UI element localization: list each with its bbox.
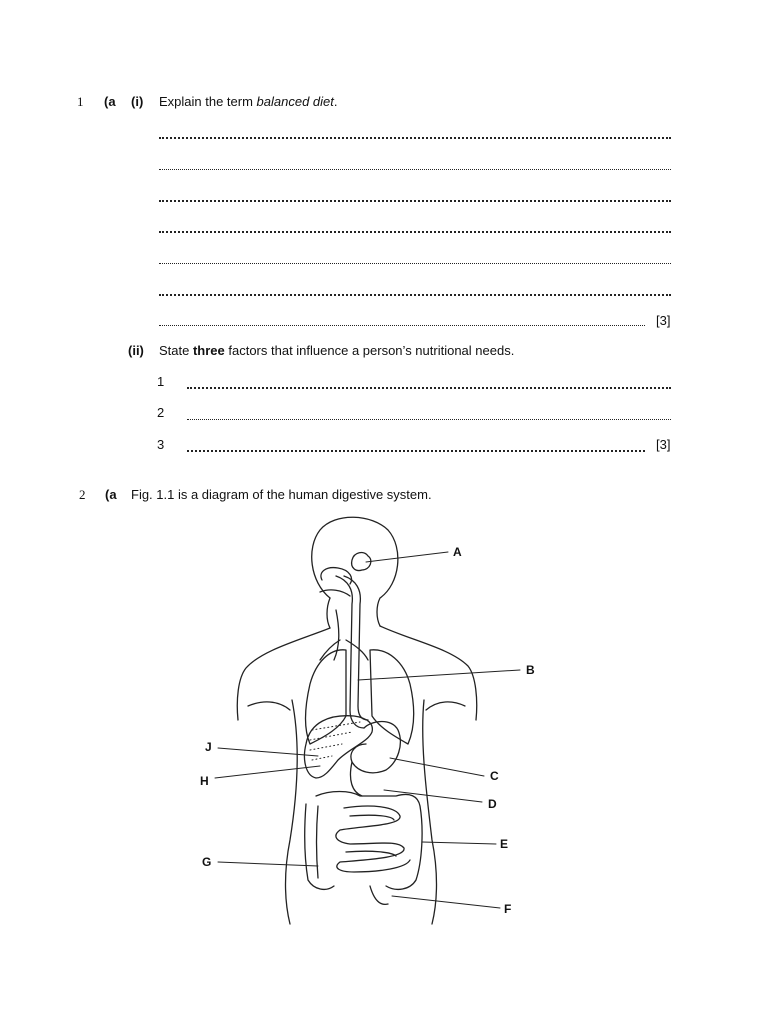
- oesophagus: [320, 576, 368, 728]
- prompt-text: State: [159, 343, 193, 358]
- answer-number: 2: [157, 405, 165, 420]
- prompt-text: Explain the term: [159, 94, 257, 109]
- body-outline: [237, 517, 476, 924]
- diagram-label-e: E: [500, 837, 509, 851]
- answer-number: 1: [157, 374, 165, 389]
- prompt-end: factors that influence a person’s nutritional needs.: [224, 343, 515, 358]
- question-2-part-a: (a: [105, 487, 117, 502]
- diagram-label-h: H: [200, 774, 209, 788]
- diagram-label-a: A: [453, 545, 462, 559]
- marks-label: [3]: [656, 313, 671, 328]
- stomach: [351, 722, 400, 773]
- answer-number: 3: [157, 437, 165, 452]
- question-2-number: 2: [79, 487, 86, 502]
- diagram-label-d: D: [488, 797, 497, 811]
- liver: [304, 716, 372, 778]
- diagram-label-j: J: [205, 740, 212, 754]
- question-1-part-a: (a: [104, 94, 116, 109]
- diagram-label-c: C: [490, 769, 499, 783]
- question-1-sub-ii: (ii): [128, 343, 144, 358]
- diagram-label-f: F: [504, 902, 512, 916]
- question-2-prompt: Fig. 1.1 is a diagram of the human digestive system.: [131, 487, 432, 502]
- label-leader-lines: [215, 552, 520, 908]
- diagram-label-g: G: [202, 855, 212, 869]
- question-1-sub-i: (i): [131, 94, 144, 109]
- key-term: balanced diet: [256, 94, 334, 109]
- marks-label: [3]: [656, 437, 671, 452]
- question-1-number: 1: [77, 94, 84, 109]
- prompt-end: .: [333, 94, 338, 109]
- emphasis-word: three: [192, 343, 225, 358]
- small-intestine: [336, 762, 410, 872]
- diagram-label-b: B: [526, 663, 535, 677]
